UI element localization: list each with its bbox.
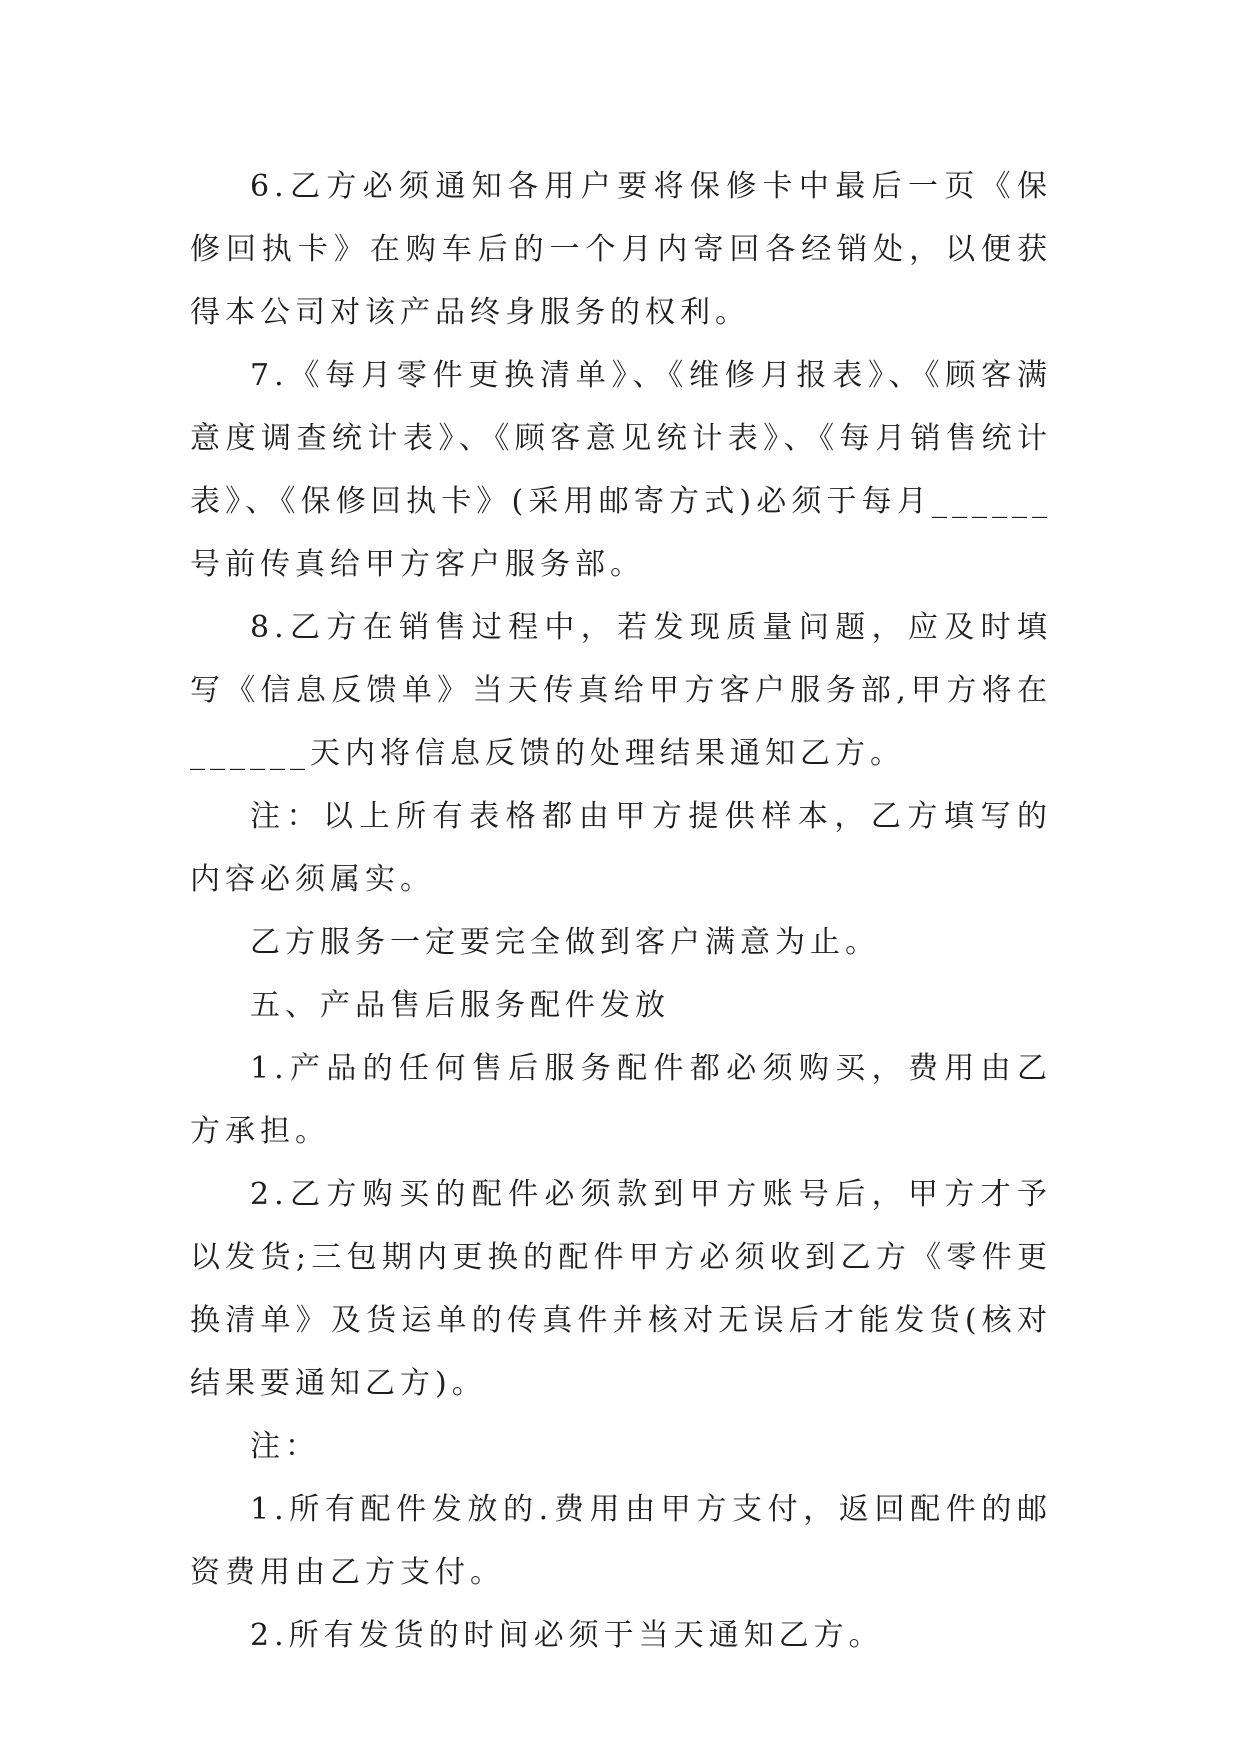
section-heading-5: 五、产品售后服务配件发放 <box>250 988 670 1023</box>
document-body <box>190 155 1052 1667</box>
note-item-2: 2.所有发货的时间必须于当天通知乙方。 <box>250 1618 884 1653</box>
parts-item-2: 2.乙方购买的配件必须款到甲方账号后，甲方才予以发货;三包期内更换的配件甲方必须收到乙方《零件更换清单》及货运单的传真件并核对无误后才能发货(核对结果要通知乙方)。 <box>190 1177 1052 1401</box>
paragraph-item-7: 7.《每月零件更换清单》、《维修月报表》、《顾客满意度调查统计表》、《顾客意见统计表》、《每月销售统计表》、《保修回执卡》(采用邮寄方式)必须于每月______号前传真给甲方客户服务部。 <box>190 358 1052 582</box>
note-tables: 注：以上所有表格都由甲方提供样本，乙方填写的内容必须属实。 <box>190 799 1052 897</box>
paragraph-item-8: 8.乙方在销售过程中，若发现质量问题，应及时填写《信息反馈单》当天传真给甲方客户服务部,甲方将在______天内将信息反馈的处理结果通知乙方。 <box>190 610 1052 771</box>
parts-item-1: 1.产品的任何售后服务配件都必须购买，费用由乙方承担。 <box>190 1051 1052 1149</box>
note-item-1: 1.所有配件发放的.费用由甲方支付，返回配件的邮资费用由乙方支付。 <box>190 1492 1052 1590</box>
service-statement: 乙方服务一定要完全做到客户满意为止。 <box>250 925 880 960</box>
paragraph-item-6: 6.乙方必须通知各用户要将保修卡中最后一页《保修回执卡》在购车后的一个月内寄回各经销处，以便获得本公司对该产品终身服务的权利。 <box>190 169 1052 330</box>
note-label: 注： <box>250 1429 320 1464</box>
